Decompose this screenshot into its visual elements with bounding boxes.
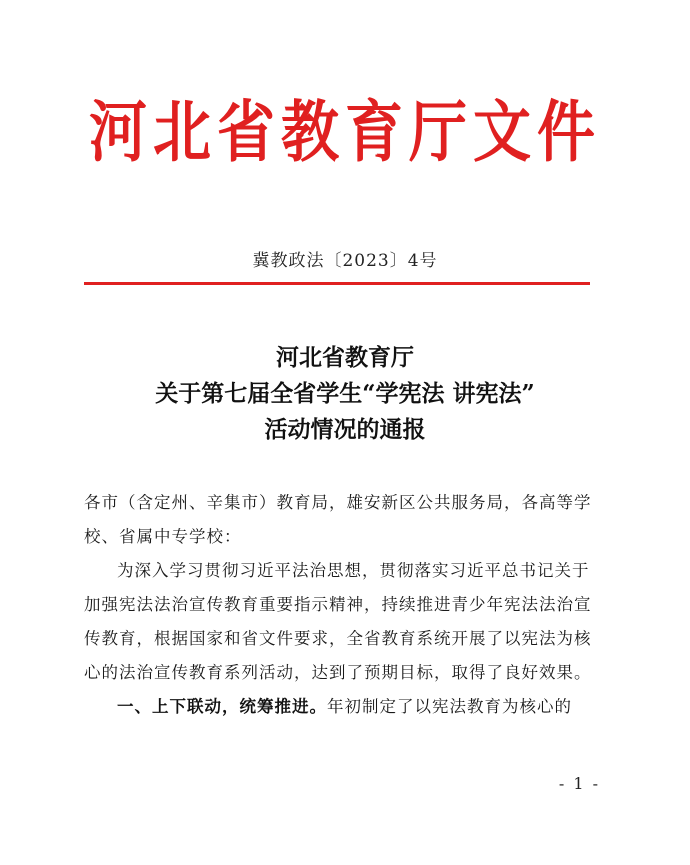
- addressee-paragraph: 各市（含定州、辛集市）教育局，雄安新区公共服务局，各高等学校、省属中专学校：: [84, 493, 592, 546]
- section-1-heading: 一、上下联动，统筹推进。: [117, 697, 327, 716]
- document-number: 冀教政法〔2023〕4号: [252, 251, 438, 271]
- notice-title-line-3: 活动情况的通报: [264, 416, 426, 443]
- section-1-paragraph: [84, 690, 604, 724]
- document-body: [84, 486, 604, 724]
- notice-title-line-2: 关于第七届全省学生“学宪法 讲宪法”: [155, 380, 535, 407]
- section-1-text: 年初制定了以宪法教育为核心的: [327, 697, 572, 716]
- red-divider-line: [84, 282, 590, 285]
- page-number: - 1 -: [558, 774, 600, 793]
- document-header-title: 河北省教育厅文件: [88, 92, 601, 172]
- notice-title: [0, 340, 690, 448]
- intro-paragraph: 为深入学习贯彻习近平法治思想，贯彻落实习近平总书记关于加强宪法法治宣传教育重要指示精神，持续推进青少年宪法法治宣传教育，根据国家和省文件要求，全省教育系统开展了以宪法为核心的法治宣传教育系列活动，达到了预期目标，取得了良好效果。: [84, 561, 592, 682]
- notice-title-line-1: 河北省教育厅: [276, 344, 414, 371]
